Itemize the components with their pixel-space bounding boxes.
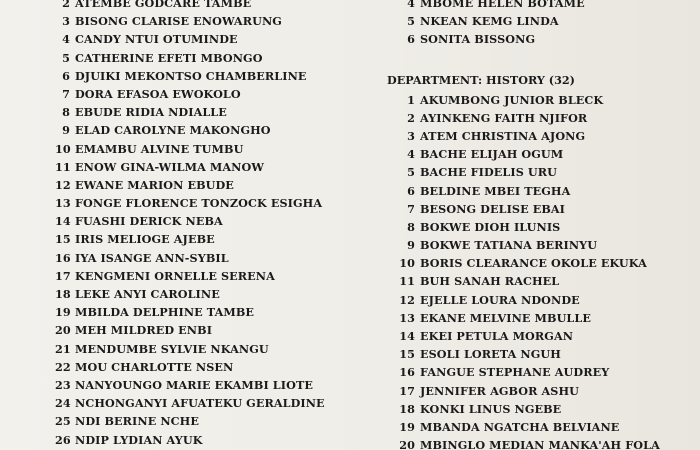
entry-number: 25 [55, 414, 71, 429]
list-item [55, 85, 375, 103]
entry-number: 12 [55, 177, 71, 192]
entry-number: 7 [62, 86, 70, 101]
entry-number: 20 [399, 438, 415, 450]
list-item [387, 0, 700, 12]
entry-name: EBUDE RIDIA NDIALLE [75, 105, 227, 120]
entry-name: NKEAN KEMG LINDA [420, 14, 559, 29]
list-item [55, 30, 375, 48]
entry-number: 3 [62, 14, 70, 29]
entry-name: LEKE ANYI CAROLINE [75, 287, 220, 301]
entry-name: FUASHI DERICK NEBA [75, 214, 223, 229]
list-item [387, 163, 700, 181]
entry-name: BISONG CLARISE ENOWARUNG [75, 14, 282, 29]
entry-number: 10 [55, 141, 71, 156]
entry-number: 1 [407, 92, 415, 107]
entry-name: NDIP LYDIAN AYUK [75, 432, 203, 447]
entry-number: 14 [55, 214, 71, 229]
entry-name: MENDUMBE SYLVIE NKANGU [75, 341, 269, 356]
entry-name: EWANE MARION EBUDE [75, 177, 234, 192]
entry-number: 26 [55, 432, 71, 447]
entry-number: 15 [55, 232, 71, 247]
entry-name: AKUMBONG JUNIOR BLECK [420, 92, 604, 107]
entry-name: BACHE FIDELIS URU [420, 165, 558, 180]
list-item [387, 182, 700, 200]
list-item [387, 145, 700, 163]
list-item [387, 345, 700, 363]
entry-number: 18 [399, 401, 415, 416]
list-item [55, 158, 375, 176]
department-heading: DEPARTMENT: HISTORY (32) [387, 72, 575, 87]
list-item [387, 12, 700, 30]
entry-number: 14 [399, 329, 415, 343]
entry-number: 19 [55, 305, 71, 320]
entry-number: 21 [55, 341, 71, 356]
entry-name: SONITA BISSONG [420, 32, 536, 47]
list-item [387, 30, 700, 48]
entry-number: 8 [407, 219, 415, 234]
entry-name: MOU CHARLOTTE NSEN [75, 359, 234, 374]
entry-number: 3 [407, 128, 415, 143]
list-item [387, 418, 700, 436]
entry-number: 6 [407, 183, 415, 198]
entry-number: 18 [55, 287, 71, 301]
entry-number: 16 [55, 250, 71, 265]
entry-name: DJUIKI MEKONTSO CHAMBERLINE [75, 68, 307, 83]
entry-number: 8 [62, 105, 70, 120]
entry-name: BOKWE TATIANA BERINYU [420, 238, 598, 253]
list-item [387, 272, 700, 290]
list-item [55, 431, 375, 449]
entry-number: 5 [62, 50, 70, 65]
entry-name: BOKWE DIOH ILUNIS [420, 219, 561, 234]
entry-number: 23 [55, 377, 71, 392]
entry-name: EKEI PETULA MORGAN [420, 329, 574, 343]
list-item [55, 49, 375, 67]
entry-number: 15 [399, 347, 415, 362]
list-item [387, 309, 700, 327]
entry-name: ATEMBE GODCARE TAMBE [75, 0, 252, 10]
list-item [55, 394, 375, 412]
list-item [55, 140, 375, 158]
entry-name: ENOW GINA-WILMA MANOW [75, 159, 265, 174]
list-item [55, 194, 375, 212]
entry-name: IRIS MELIOGE AJEBE [75, 232, 215, 247]
entry-name: KONKI LINUS NGEBE [420, 401, 562, 416]
list-item [55, 340, 375, 358]
entry-number: 5 [407, 165, 415, 180]
entry-number: 19 [399, 419, 415, 434]
entry-name: BACHE ELIJAH OGUM [420, 147, 564, 162]
list-item [387, 363, 700, 381]
entry-name: EMAMBU ALVINE TUMBU [75, 141, 244, 156]
list-item [55, 267, 375, 285]
list-item [387, 91, 700, 109]
list-item [55, 67, 375, 85]
entry-name: JENNIFER AGBOR ASHU [420, 383, 579, 398]
entry-name: CATHERINE EFETI MBONGO [75, 50, 263, 65]
list-item [55, 412, 375, 430]
list-item [55, 103, 375, 121]
entry-number: 16 [399, 365, 415, 380]
entry-name: NCHONGANYI AFUATEKU GERALDINE [75, 396, 325, 411]
entry-number: 4 [62, 32, 70, 47]
list-item [387, 400, 700, 418]
list-item [387, 382, 700, 400]
entry-name: BELDINE MBEI TEGHA [420, 183, 571, 198]
entry-name: MEH MILDRED ENBI [75, 323, 213, 338]
entry-number: 6 [62, 68, 70, 83]
entry-name: EJELLE LOURA NDONDE [420, 292, 580, 307]
entry-number: 20 [55, 323, 71, 338]
entry-name: BUH SANAH RACHEL [420, 274, 560, 289]
entry-number: 7 [407, 201, 415, 216]
list-item [55, 376, 375, 394]
entry-name: ESOLI LORETA NGUH [420, 347, 561, 362]
entry-name: ATEM CHRISTINA AJONG [420, 128, 586, 143]
entry-number: 11 [399, 274, 415, 289]
list-item [387, 127, 700, 145]
list-item [387, 109, 700, 127]
entry-name: EKANE MELVINE MBULLE [420, 310, 591, 325]
entry-name: NANYOUNGO MARIE EKAMBI LIOTE [75, 377, 313, 392]
list-item [55, 249, 375, 267]
entry-number: 17 [399, 383, 415, 398]
entry-name: MBANDA NGATCHA BELVIANE [420, 419, 620, 434]
list-item [387, 291, 700, 309]
entry-number: 13 [399, 310, 415, 325]
list-item [55, 212, 375, 230]
entry-name: NDI BERINE NCHE [75, 414, 199, 429]
entry-name: IYA ISANGE ANN-SYBIL [75, 250, 229, 265]
list-item [55, 230, 375, 248]
left-name-list [55, 0, 375, 449]
entry-number: 2 [62, 0, 70, 10]
list-item [55, 285, 375, 303]
entry-name: FONGE FLORENCE TONZOCK ESIGHA [75, 196, 323, 211]
entry-name: BESONG DELISE EBAI [420, 201, 566, 216]
entry-number: 22 [55, 359, 71, 374]
list-item [387, 200, 700, 218]
list-item [387, 254, 700, 272]
entry-number: 12 [399, 292, 415, 307]
entry-number: 9 [407, 238, 415, 253]
list-item [55, 176, 375, 194]
entry-number: 9 [62, 123, 70, 138]
entry-name: BORIS CLEARANCE OKOLE EKUKA [420, 256, 647, 271]
list-item [387, 436, 700, 450]
entry-number: 17 [55, 268, 71, 283]
list-item [387, 218, 700, 236]
list-item [55, 12, 375, 30]
entry-name: CANDY NTUI OTUMINDE [75, 32, 238, 47]
list-item [55, 321, 375, 339]
entry-name: AYINKENG FAITH NJIFOR [420, 110, 588, 125]
entry-number: 6 [407, 32, 415, 47]
entry-name: MBILDA DELPHINE TAMBE [75, 305, 255, 320]
entry-name: MBINGLO MEDIAN MANKA'AH FOLA [420, 438, 660, 450]
list-item [387, 327, 700, 345]
entry-name: DORA EFASOA EWOKOLO [75, 86, 241, 101]
entry-name: ELAD CAROLYNE MAKONGHO [75, 123, 271, 138]
entry-name: MBOME HELEN BOTAME [420, 0, 585, 10]
list-item [55, 121, 375, 139]
list-item [55, 358, 375, 376]
entry-number: 5 [407, 14, 415, 29]
entry-number: 10 [399, 256, 415, 271]
entry-number: 11 [55, 159, 71, 174]
entry-name: FANGUE STEPHANE AUDREY [420, 365, 610, 380]
entry-number: 4 [407, 147, 415, 162]
list-item [55, 303, 375, 321]
right-name-list [387, 0, 700, 450]
entry-number: 13 [55, 196, 71, 211]
entry-number: 24 [55, 396, 71, 411]
entry-number: 2 [407, 110, 415, 125]
entry-name: KENGMENI ORNELLE SERENA [75, 268, 275, 283]
entry-number: 4 [407, 0, 415, 10]
list-item [387, 236, 700, 254]
list-item [55, 0, 375, 12]
